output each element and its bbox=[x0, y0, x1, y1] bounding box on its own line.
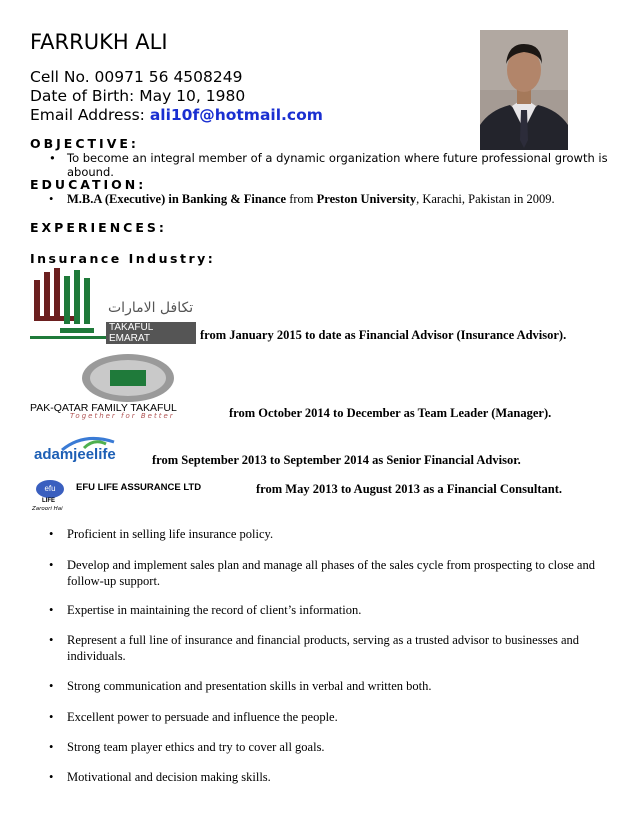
bullet-icon: • bbox=[49, 558, 54, 572]
experiences-heading: EXPERIENCES: bbox=[30, 220, 167, 235]
job-3-text: from September 2013 to September 2014 as Senior Financial Advisor. bbox=[152, 453, 521, 467]
duty-item bbox=[49, 557, 607, 589]
efu-badge: efu bbox=[36, 480, 64, 498]
efu-tagline: Zaroori Hai bbox=[32, 506, 63, 512]
university: Preston University bbox=[316, 192, 417, 206]
duty-item bbox=[49, 769, 607, 785]
from-text: from bbox=[286, 192, 317, 206]
adamjee-logo-text: adamjeelife bbox=[34, 446, 116, 463]
degree: M.B.A (Executive) in Banking & Finance bbox=[67, 192, 287, 206]
bullet-icon: • bbox=[49, 710, 54, 724]
efu-life-logo bbox=[32, 478, 252, 514]
objective-text: To become an integral member of a dynamic organization where future professional growth is abound. bbox=[67, 151, 608, 179]
duty-text: Strong team player ethics and try to cover all goals. bbox=[67, 740, 325, 754]
duty-item bbox=[49, 526, 607, 542]
education-heading: EDUCATION: bbox=[30, 177, 147, 192]
bullet-icon: • bbox=[49, 527, 54, 541]
adamjee-life-logo bbox=[34, 432, 148, 468]
efu-badge-life: LIFE bbox=[42, 498, 55, 504]
pak-qatar-logo-text: PAK-QATAR FAMILY TAKAFUL bbox=[30, 402, 177, 414]
bullet-icon: • bbox=[49, 770, 54, 784]
duty-text: Develop and implement sales plan and manage all phases of the sales cycle from prospecting to close and follow-up support. bbox=[67, 558, 595, 588]
bullet-icon: • bbox=[49, 679, 54, 693]
bullet-icon: • bbox=[49, 603, 54, 617]
duty-item bbox=[49, 632, 607, 664]
takaful-emarat-logo bbox=[30, 266, 196, 344]
takaful-arabic: تكافل الامارات bbox=[108, 300, 194, 316]
efu-logo-text: EFU LIFE ASSURANCE LTD bbox=[76, 482, 202, 493]
email-link[interactable]: ali10f@hotmail.com bbox=[149, 106, 323, 124]
job-1-text: from January 2015 to date as Financial Advisor (Insurance Advisor). bbox=[200, 328, 567, 342]
duty-text: Proficient in selling life insurance policy. bbox=[67, 527, 274, 541]
bullet-icon: • bbox=[49, 633, 54, 647]
duty-text: Expertise in maintaining the record of client’s information. bbox=[67, 603, 362, 617]
objective-item bbox=[49, 151, 638, 179]
duty-text: Strong communication and presentation skills in verbal and written both. bbox=[67, 679, 432, 693]
profile-photo bbox=[480, 30, 568, 150]
duty-item bbox=[49, 709, 607, 725]
industry-heading: Insurance Industry: bbox=[30, 251, 216, 266]
education-item bbox=[49, 192, 555, 207]
contact-block bbox=[30, 68, 323, 125]
duty-text: Excellent power to persuade and influence the people. bbox=[67, 710, 338, 724]
duty-text: Represent a full line of insurance and financial products, serving as a trusted advisor to businesses and individuals. bbox=[67, 633, 580, 663]
bullet-icon: • bbox=[49, 192, 54, 206]
bullet-icon: • bbox=[49, 151, 56, 165]
date-of-birth: Date of Birth: May 10, 1980 bbox=[30, 87, 246, 105]
candidate-name: FARRUKH ALI bbox=[30, 30, 168, 54]
location: , Karachi, Pakistan in 2009. bbox=[416, 192, 555, 206]
email-label: Email Address: bbox=[30, 106, 150, 124]
duty-item bbox=[49, 739, 607, 755]
duty-item bbox=[49, 602, 607, 618]
objective-heading: OBJECTIVE: bbox=[30, 136, 139, 151]
takaful-logo-text: TAKAFUL EMARAT bbox=[106, 322, 196, 344]
job-2-text: from October 2014 to December as Team Leader (Manager). bbox=[229, 406, 552, 420]
pak-qatar-tagline: Together for Better bbox=[70, 412, 175, 420]
pak-qatar-logo bbox=[30, 352, 226, 420]
duty-item bbox=[49, 678, 607, 694]
email-line bbox=[30, 106, 323, 125]
bullet-icon: • bbox=[49, 740, 54, 754]
cell-number: Cell No. 00971 56 4508249 bbox=[30, 68, 243, 86]
duty-text: Motivational and decision making skills. bbox=[67, 770, 271, 784]
job-4-text: from May 2013 to August 2013 as a Financial Consultant. bbox=[256, 482, 563, 496]
